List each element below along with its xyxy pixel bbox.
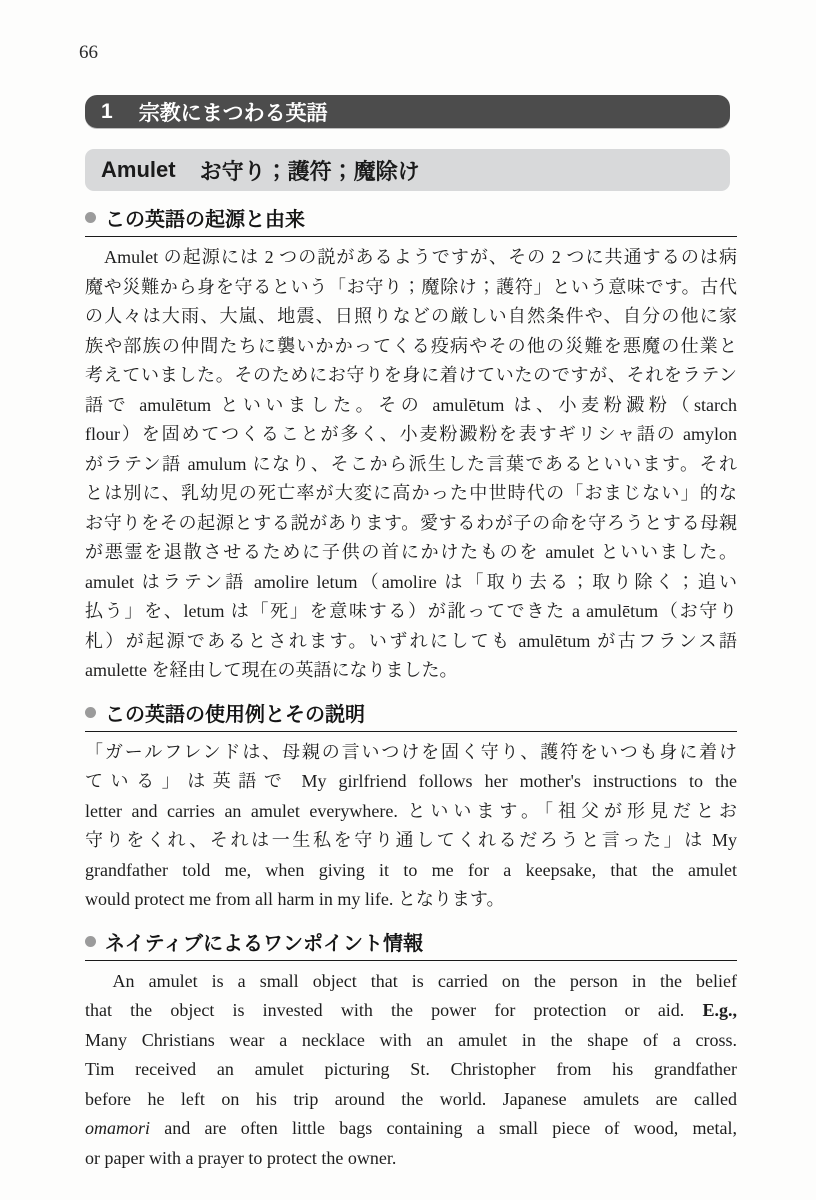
- text-line: がラテン語 amulum になり、そこから派生した言葉であるといいます。それ: [85, 453, 737, 474]
- text-line: Tim received an amulet picturing St. Christopher from his grandfather: [85, 1059, 737, 1079]
- section-heading-text: この英語の起源と由来: [105, 209, 305, 231]
- text-line: が悪霊を退散させるために子供の首にかけたものを amulet といいました。: [85, 542, 737, 562]
- section-usage: [85, 698, 737, 915]
- section-heading-text: ネイティブによるワンポイント情報: [105, 932, 423, 955]
- text-line: 考えていました。そのためにお守りを身に着けていたのですが、それをラテン: [85, 365, 737, 385]
- text-line: flour）を固めてつくることが多く、小麦粉澱粉を表すギリシャ語の amylon: [85, 424, 737, 444]
- text-line: Amulet の起源には 2 つの説があるようですが、その 2 つに共通するのは病: [85, 247, 737, 267]
- chapter-title: 宗教にまつわる英語: [138, 101, 328, 125]
- bullet-icon: [85, 212, 96, 223]
- emphasized-text: E.g.,: [702, 1000, 737, 1020]
- text-line: that the object is invested with the power for protection or aid. E.g.,: [85, 1000, 737, 1020]
- paragraph-usage: [85, 738, 737, 915]
- text-line: 族や部族の仲間たちに襲いかかってくる疫病やその他の災難を悪魔の仕業と: [85, 335, 737, 356]
- section-origin: [85, 203, 737, 686]
- text-line: omamori and are often little bags containing a small piece of wood, metal,: [85, 1118, 737, 1138]
- text-line: would protect me from all harm in my life. となります。: [85, 889, 505, 909]
- entry-header-bar: [85, 149, 730, 191]
- chapter-header-bar: [85, 95, 730, 128]
- paragraph-origin: [85, 243, 737, 686]
- text-line: before he left on his trip around the world. Japanese amulets are called: [85, 1088, 737, 1109]
- text-line: とは別に、乳幼児の死亡率が大変に高かった中世時代の「おまじない」的な: [85, 483, 737, 503]
- text-line: ている」は英語で My girlfriend follows her mother's instructions to the: [85, 771, 737, 791]
- section-heading-usage: [85, 698, 737, 732]
- text-line: 語で amulētum といいました。その amulētum は、小麦粉澱粉（starch: [85, 394, 737, 415]
- section-native-tip: [85, 927, 737, 1174]
- section-heading-origin: [85, 203, 737, 237]
- text-line: Many Christians wear a necklace with an amulet in the shape of a cross.: [85, 1029, 737, 1050]
- text-line: An amulet is a small object that is carried on the person in the belief: [85, 970, 737, 991]
- text-line: 「ガールフレンドは、母親の言いつけを固く守り、護符をいつも身に着け: [85, 741, 737, 762]
- page-number: 66: [79, 42, 98, 63]
- text-line: の人々は大雨、大嵐、地震、日照りなどの厳しい自然条件や、自分の他に家: [85, 306, 737, 326]
- text-line: 守りをくれ、それは一生私を守り通してくれるだろうと言った」は My: [85, 830, 737, 850]
- text-line: amulette を経由して現在の英語になりました。: [85, 660, 458, 680]
- text-line: お守りをその起源とする説があります。愛するわが子の命を守ろうとする母親: [85, 512, 737, 533]
- entry-meaning: お守り；護符；魔除け: [199, 158, 420, 184]
- section-heading-native-tip: [85, 927, 737, 961]
- italic-text: omamori: [85, 1118, 151, 1138]
- text-line: 払う」を、letum は「死」を意味する）が訛ってできた a amulētum（お守り: [85, 601, 737, 621]
- text-line: grandfather told me, when giving it to me for a keepsake, that the amulet: [85, 859, 737, 880]
- bullet-icon: [85, 936, 96, 947]
- chapter-number: 1: [101, 99, 113, 123]
- section-heading-text: この英語の使用例とその説明: [105, 703, 365, 726]
- text-line: 札）が起源であるとされます。いずれにしても amulētum が古フランス語: [85, 630, 737, 651]
- bullet-icon: [85, 707, 96, 718]
- text-line: 魔や災難から身を守るという「お守り；魔除け；護符」という意味です。古代: [85, 276, 737, 297]
- paragraph-native-tip: [85, 967, 737, 1174]
- text-line: amulet はラテン語 amolire letum（amolire は「取り去る；取り除く；追い: [85, 571, 737, 592]
- text-line: letter and carries an amulet everywhere. といいます。「祖父が形見だとお: [85, 800, 737, 821]
- text-line: or paper with a prayer to protect the owner.: [85, 1147, 397, 1168]
- entry-word: Amulet: [101, 157, 176, 182]
